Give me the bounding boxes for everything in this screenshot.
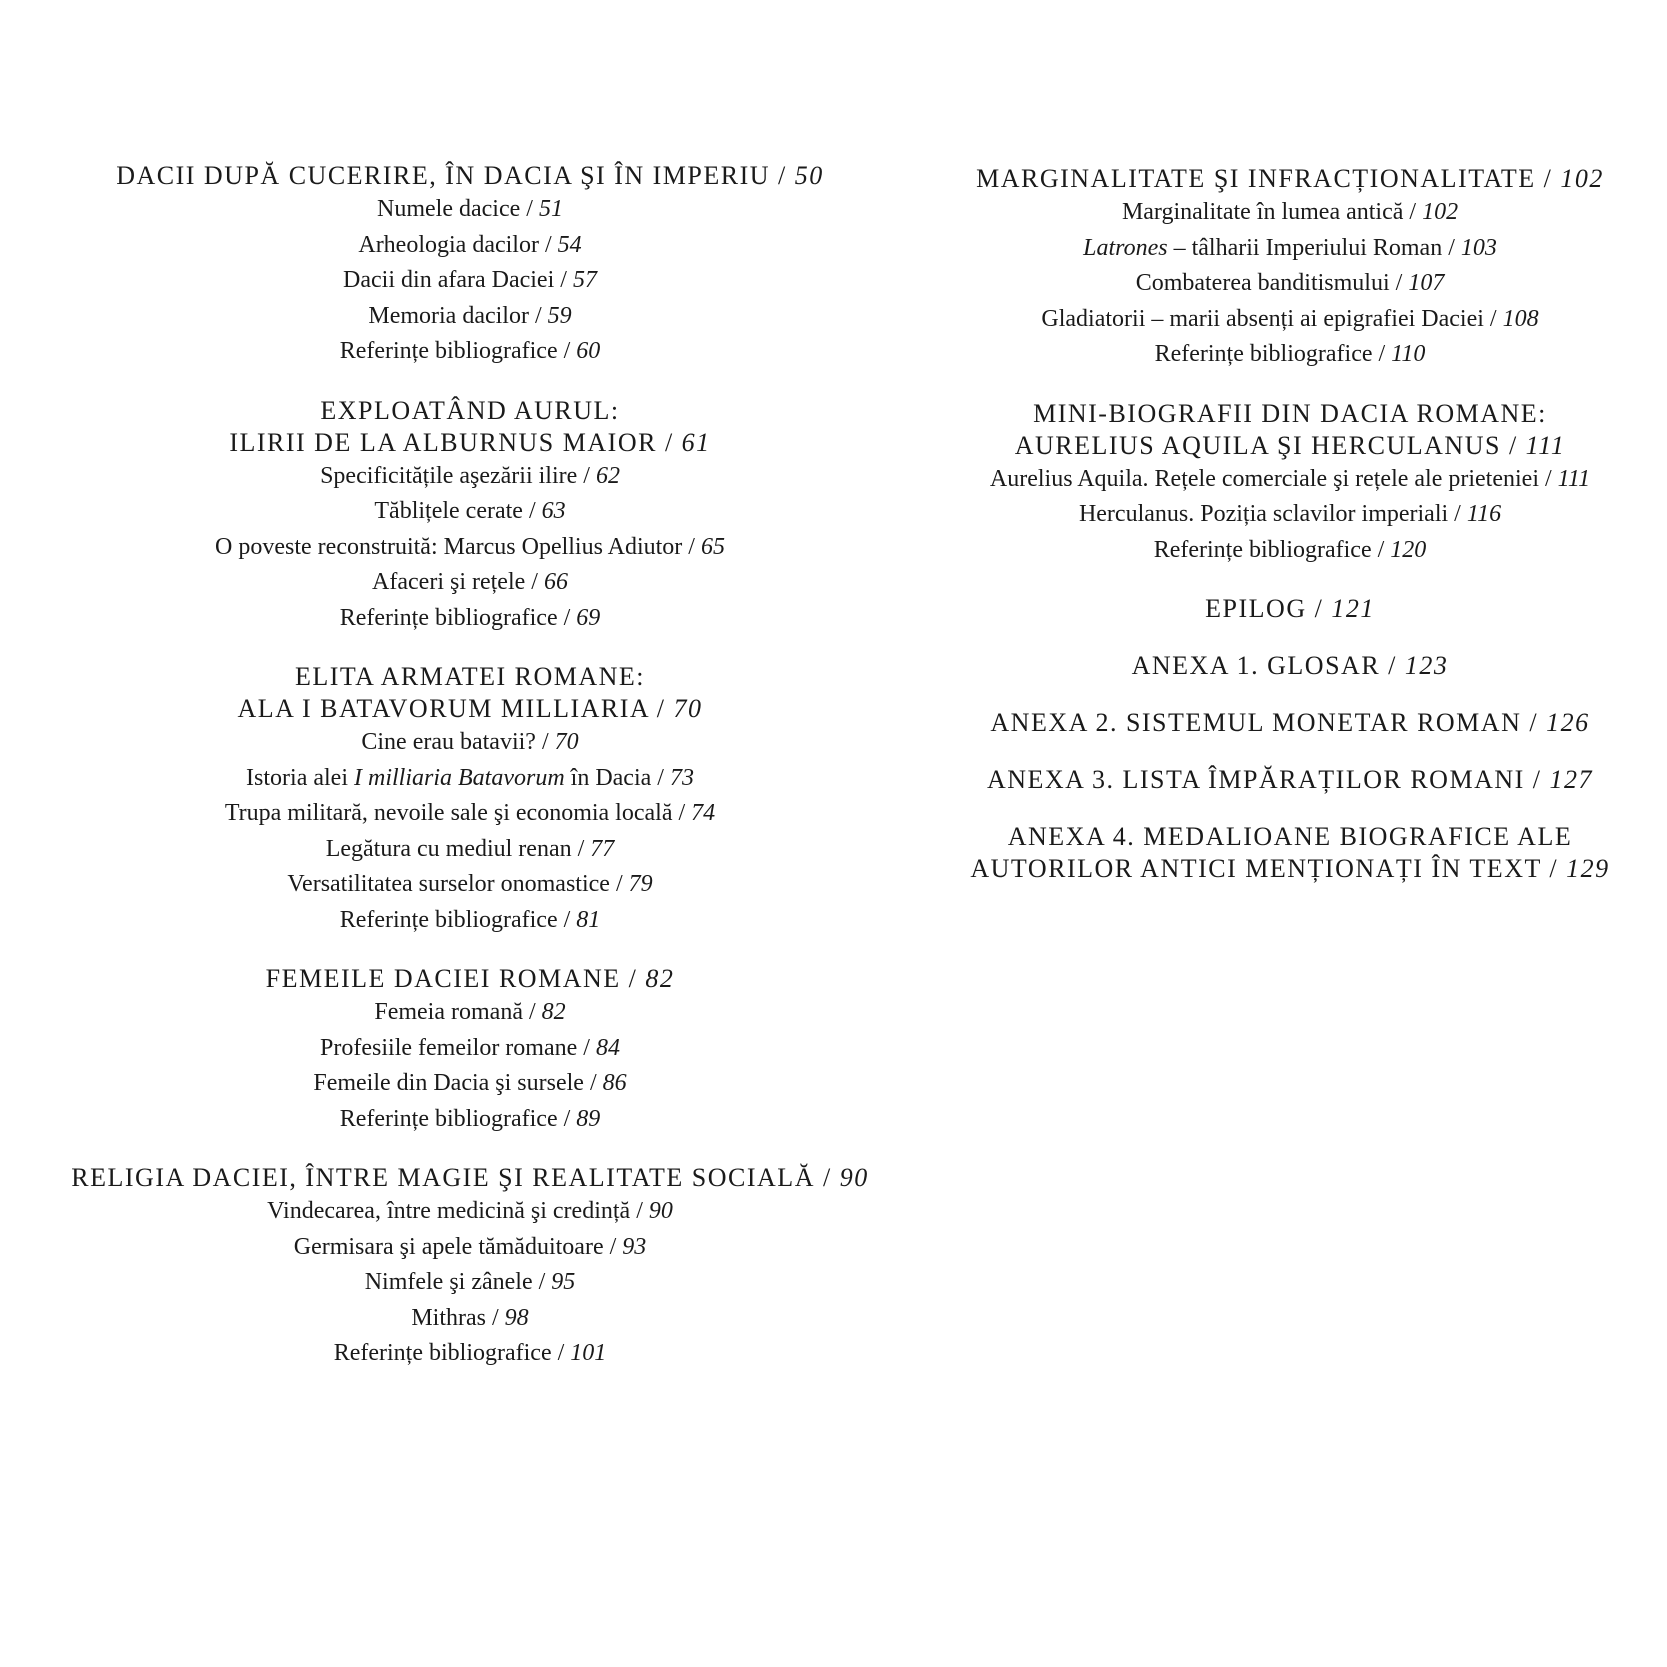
toc-entry	[20, 1230, 920, 1266]
toc-entry	[20, 601, 920, 637]
page-separator: /	[630, 1198, 649, 1224]
toc-left-column	[20, 160, 920, 1397]
toc-section	[925, 764, 1655, 796]
toc-section	[20, 1162, 920, 1372]
entry-title-italic: I milliaria Batavorum	[354, 764, 565, 791]
page-number: 111	[1525, 430, 1566, 460]
page-separator: /	[609, 871, 629, 897]
toc-entry	[925, 497, 1655, 533]
page-separator: /	[1442, 234, 1461, 261]
page-separator: /	[557, 906, 577, 933]
page-number: 108	[1502, 305, 1539, 332]
page-number: 84	[595, 1034, 620, 1061]
page-separator: /	[571, 835, 591, 862]
toc-section	[925, 163, 1655, 373]
entry-title: Referințe bibliografice	[339, 338, 558, 364]
entry-title: Memoria dacilor	[368, 302, 529, 329]
entry-title: Referințe bibliografice	[1154, 341, 1373, 367]
page-number: 54	[557, 231, 582, 258]
page-separator: /	[1524, 765, 1550, 794]
page-separator: /	[1500, 430, 1526, 460]
page-separator: /	[603, 1233, 623, 1260]
toc-entry	[20, 995, 920, 1031]
page-number: 93	[622, 1233, 647, 1260]
entry-title: Dacii din afara Daciei	[343, 267, 555, 293]
page-separator: /	[557, 1105, 577, 1132]
toc-entry	[20, 192, 920, 228]
section-title	[925, 650, 1655, 682]
page-number: 79	[628, 871, 653, 897]
section-title	[925, 821, 1655, 885]
page-number: 107	[1408, 270, 1445, 296]
toc-entry	[20, 832, 920, 868]
section-title-line: ILIRII DE LA ALBURNUS MAIOR	[229, 427, 657, 457]
page-separator: /	[651, 764, 670, 791]
section-title-line: ANEXA 1. GLOSAR	[1131, 651, 1381, 680]
page-separator: /	[1535, 164, 1561, 193]
toc-entry	[925, 337, 1655, 373]
section-title	[925, 163, 1655, 195]
section-title-last-line	[925, 650, 1655, 682]
entry-title: Gladiatorii – marii absenți ai epigrafiei Daciei	[1041, 305, 1484, 332]
page-number: 102	[1560, 164, 1604, 193]
section-title-last-line	[925, 764, 1655, 796]
page-separator: /	[532, 1269, 552, 1295]
page-number: 57	[572, 267, 597, 293]
page-separator: /	[557, 338, 577, 364]
page-number: 127	[1549, 765, 1594, 794]
page-separator: /	[522, 999, 542, 1025]
section-title	[20, 1162, 920, 1194]
page-number: 123	[1404, 651, 1449, 680]
page-separator: /	[1372, 341, 1392, 367]
page-separator: /	[1483, 305, 1503, 332]
page-separator: /	[672, 800, 692, 826]
toc-entry	[20, 1102, 920, 1138]
entry-title: Referințe bibliografice	[339, 906, 558, 933]
toc-entry	[20, 1066, 920, 1102]
toc-entry	[20, 1265, 920, 1301]
toc-entry	[20, 459, 920, 495]
section-title	[925, 707, 1655, 739]
page-separator: /	[1521, 708, 1547, 737]
entry-title: Femeia romană	[374, 999, 523, 1025]
entry-title: Versatilitatea surselor onomastice	[287, 871, 610, 897]
toc-entry	[925, 195, 1655, 231]
page-separator: /	[577, 1034, 596, 1061]
entry-title-continued: – tâlharii Imperiului Roman	[1167, 234, 1443, 261]
toc-section	[925, 650, 1655, 682]
toc-entry	[925, 231, 1655, 267]
toc-entry	[20, 1194, 920, 1230]
page-separator: /	[1538, 465, 1558, 492]
page-separator: /	[682, 533, 701, 560]
page-separator: /	[577, 462, 596, 489]
entry-title: Referințe bibliografice	[333, 1340, 552, 1366]
section-title-last-line	[925, 163, 1655, 195]
section-title-line: AURELIUS AQUILA ŞI HERCULANUS	[1014, 430, 1501, 460]
entry-title: Cine erau batavii?	[361, 729, 536, 755]
page-separator: /	[557, 604, 577, 631]
page-separator: /	[1371, 536, 1391, 563]
entry-title: Herculanus. Poziția sclavilor imperiali	[1078, 501, 1449, 527]
section-title-line: ANEXA 4. MEDALIOANE BIOGRAFICE ALE	[1007, 822, 1573, 851]
page-separator: /	[583, 1070, 603, 1096]
entry-title: Profesiile femeilor romane	[320, 1034, 578, 1061]
toc-right-column	[925, 163, 1655, 910]
page-separator: /	[486, 1304, 505, 1331]
toc-entry	[20, 725, 920, 761]
toc-entry	[20, 228, 920, 264]
entry-title: Combaterea banditismului	[1135, 270, 1390, 296]
entry-title: Afaceri şi rețele	[372, 569, 526, 595]
section-title-line: ALA I BATAVORUM MILLIARIA	[237, 694, 649, 723]
page-number: 51	[538, 196, 563, 222]
toc-entry	[20, 565, 920, 601]
page-number: 90	[648, 1198, 673, 1224]
page-number: 65	[700, 533, 725, 560]
page-number: 77	[590, 835, 615, 862]
page-number: 70	[673, 694, 703, 723]
page-number: 116	[1466, 501, 1502, 527]
page-number: 90	[839, 1163, 869, 1192]
toc-entry	[20, 494, 920, 530]
entry-title: Vindecarea, între medicină şi credință	[267, 1198, 631, 1224]
page-separator: /	[770, 161, 795, 190]
section-title	[925, 764, 1655, 796]
page-separator: /	[620, 964, 646, 993]
page-number: 74	[691, 800, 716, 826]
page-separator: /	[1306, 594, 1332, 623]
section-title-last-line	[925, 593, 1655, 625]
entry-title: Numele dacice	[377, 196, 521, 222]
section-title	[20, 160, 920, 192]
toc-section	[20, 395, 920, 637]
page-separator: /	[1541, 854, 1567, 883]
toc-section	[925, 398, 1655, 569]
section-title-line: DACII DUPĂ CUCERIRE, ÎN DACIA ŞI ÎN IMPERIU	[116, 161, 771, 190]
page-number: 73	[669, 764, 694, 791]
page-separator: /	[525, 569, 544, 595]
page-separator: /	[1403, 199, 1423, 225]
entry-title: Legătura cu mediul renan	[325, 835, 572, 862]
toc-section	[925, 821, 1655, 885]
page-separator: /	[528, 302, 548, 329]
section-title	[20, 395, 920, 459]
toc-entry	[20, 1031, 920, 1067]
toc-entry	[20, 299, 920, 335]
page-number: 102	[1422, 199, 1459, 225]
page-separator: /	[535, 729, 555, 755]
section-title-line: RELIGIA DACIEI, ÎNTRE MAGIE ŞI REALITATE SOCIALĂ	[71, 1163, 815, 1192]
entry-title: Femeile din Dacia şi sursele	[313, 1070, 584, 1096]
toc-entry	[20, 530, 920, 566]
toc-section	[20, 963, 920, 1137]
page-separator: /	[1389, 270, 1409, 296]
page-number: 126	[1546, 708, 1590, 737]
entry-title-continued: în Dacia	[564, 764, 652, 791]
page-separator: /	[1380, 651, 1405, 680]
entry-title: Mithras	[411, 1304, 486, 1331]
page-number: 60	[576, 338, 601, 364]
toc-entry	[925, 302, 1655, 338]
toc-entry	[20, 334, 920, 370]
entry-title-italic: Latrones	[1083, 234, 1168, 261]
entry-title: Referințe bibliografice	[339, 604, 558, 631]
section-title-last-line	[925, 707, 1655, 739]
page-number: 63	[541, 498, 566, 524]
entry-title: Arheologia dacilor	[358, 231, 539, 258]
entry-title: Istoria alei	[246, 764, 354, 791]
page-number: 82	[541, 999, 566, 1025]
page-separator: /	[551, 1340, 571, 1366]
entry-title: Referințe bibliografice	[339, 1105, 558, 1132]
toc-entry	[20, 1301, 920, 1337]
page-number: 59	[547, 302, 572, 329]
entry-title: Trupa militară, nevoile sale şi economia locală	[224, 800, 673, 826]
section-title-last-line	[20, 963, 920, 995]
page-separator: /	[656, 427, 682, 457]
page-separator: /	[554, 267, 573, 293]
toc-entry	[925, 533, 1655, 569]
toc-entry	[925, 266, 1655, 302]
page-number: 111	[1557, 465, 1591, 492]
page-number: 81	[576, 906, 601, 933]
toc-section	[20, 160, 920, 370]
page-number: 86	[602, 1070, 627, 1096]
page-separator: /	[520, 196, 539, 222]
page-number: 95	[551, 1269, 576, 1295]
toc-entry	[925, 462, 1655, 498]
page-number: 61	[681, 427, 711, 457]
section-title	[925, 398, 1655, 462]
toc-entry	[20, 761, 920, 797]
page-number: 70	[554, 729, 579, 755]
page-number: 62	[595, 462, 620, 489]
entry-title: Germisara şi apele tămăduitoare	[293, 1233, 604, 1260]
page-number: 69	[576, 604, 601, 631]
section-title-line: AUTORILOR ANTICI MENȚIONAȚI ÎN TEXT	[970, 854, 1542, 883]
entry-title: Specificitățile aşezării ilire	[320, 462, 578, 489]
section-title-line: EXPLOATÂND AURUL:	[320, 395, 620, 425]
section-title-line: MINI-BIOGRAFII DIN DACIA ROMANE:	[1033, 398, 1547, 428]
page-number: 50	[794, 161, 824, 190]
page-number: 110	[1391, 341, 1426, 367]
entry-title: O poveste reconstruită: Marcus Opellius Adiutor	[215, 533, 683, 560]
section-title-last-line	[925, 853, 1655, 885]
page-number: 121	[1331, 594, 1375, 623]
entry-title: Referințe bibliografice	[1153, 536, 1372, 563]
page-separator: /	[538, 231, 558, 258]
toc-section	[925, 593, 1655, 625]
toc-entry	[20, 867, 920, 903]
section-title	[20, 963, 920, 995]
section-title	[925, 593, 1655, 625]
toc-entry	[20, 1336, 920, 1372]
page-number: 89	[576, 1105, 601, 1132]
page-number: 82	[645, 964, 675, 993]
section-title-line: FEMEILE DACIEI ROMANE	[265, 964, 621, 993]
section-title-last-line	[20, 160, 920, 192]
page-number: 103	[1460, 234, 1497, 261]
section-title-last-line	[20, 1162, 920, 1194]
section-title-line: ANEXA 3. LISTA ÎMPĂRAȚILOR ROMANI	[986, 765, 1525, 794]
section-title-last-line	[20, 693, 920, 725]
toc-entry	[20, 903, 920, 939]
toc-entry	[20, 796, 920, 832]
page-separator: /	[814, 1163, 840, 1192]
section-title	[20, 661, 920, 725]
entry-title: Marginalitate în lumea antică	[1121, 199, 1404, 225]
page-number: 98	[504, 1304, 529, 1331]
page-number: 129	[1566, 854, 1610, 883]
page-separator: /	[522, 498, 542, 524]
page-number: 101	[570, 1340, 607, 1366]
toc-section	[925, 707, 1655, 739]
toc-section	[20, 661, 920, 938]
page-separator: /	[1448, 501, 1467, 527]
section-title-last-line	[20, 427, 920, 459]
page-separator: /	[648, 694, 674, 723]
entry-title: Aurelius Aquila. Rețele comerciale şi rețele ale prieteniei	[989, 465, 1539, 492]
entry-title: Tăblițele cerate	[374, 498, 523, 524]
section-title-line: MARGINALITATE ŞI INFRACȚIONALITATE	[976, 164, 1536, 193]
section-title-line: EPILOG	[1205, 594, 1307, 623]
toc-entry	[20, 263, 920, 299]
section-title-line: ANEXA 2. SISTEMUL MONETAR ROMAN	[990, 708, 1522, 737]
page-number: 66	[543, 569, 568, 595]
section-title-last-line	[925, 430, 1655, 462]
section-title-line: ELITA ARMATEI ROMANE:	[294, 662, 646, 691]
entry-title: Nimfele şi zânele	[364, 1269, 533, 1295]
page-number: 120	[1390, 536, 1427, 563]
